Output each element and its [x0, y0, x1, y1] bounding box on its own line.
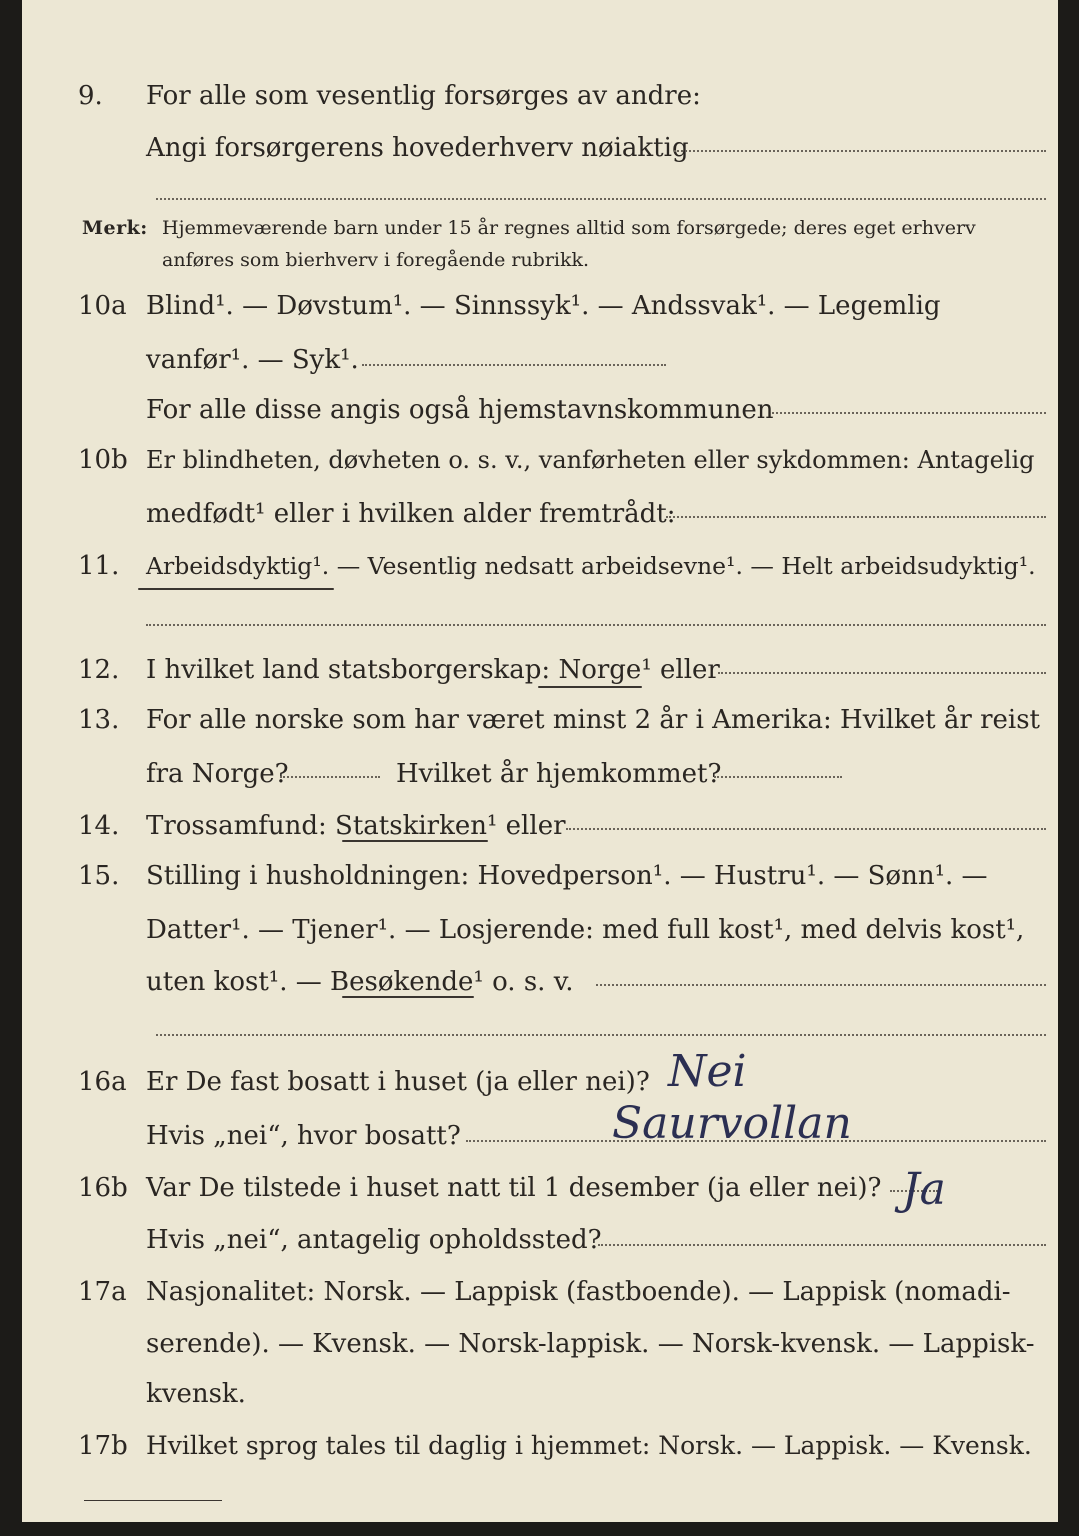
q12-row: [22, 650, 1058, 690]
q12-selection-underline: [538, 686, 642, 688]
q10b-text-2: medfødt¹ eller i hvilken alder fremtrådt:: [146, 499, 676, 529]
q9-answer-line[interactable]: [674, 150, 1046, 152]
q16a-text-2: Hvis „nei“, hvor bosatt?: [146, 1121, 461, 1151]
q17b-number: 17b: [78, 1431, 128, 1461]
q15-row-3: [22, 962, 1058, 1002]
q10a-text-1: Blind¹. — Døvstum¹. — Sinnssyk¹. — Andssvak¹. — Legemlig: [146, 291, 941, 321]
q17a-number: 17a: [78, 1277, 127, 1307]
q16b-answer-line-2[interactable]: [598, 1244, 1046, 1246]
q12-text: I hvilket land statsborgerskap: Norge¹ eller: [146, 655, 720, 685]
q9-row-1: [22, 76, 1058, 116]
q9-text-2: Angi forsørgerens hovederhverv nøiaktig: [146, 133, 689, 163]
q10a-answer-line-1[interactable]: [362, 364, 666, 366]
q12-number: 12.: [78, 655, 120, 685]
q17b-row: [22, 1426, 1058, 1466]
q16a-row-2: [22, 1116, 1058, 1156]
q17a-row-3: [22, 1374, 1058, 1414]
q14-selection-underline: [342, 840, 488, 842]
q13-number: 13.: [78, 705, 120, 735]
q12-answer-line[interactable]: [718, 672, 1046, 674]
q14-number: 14.: [78, 811, 120, 841]
merk-text-1: Hjemmeværende barn under 15 år regnes alltid som forsørgede; deres eget erhverv: [162, 217, 976, 239]
q15-answer-line[interactable]: [596, 984, 1046, 986]
q10a-text-2: vanfør¹. — Syk¹.: [146, 345, 359, 375]
q17a-text-2: serende). — Kvensk. — Norsk-lappisk. — Norsk-kvensk. — Lappisk-: [146, 1329, 1035, 1359]
q9-row-2: [22, 128, 1058, 168]
q10b-answer-line[interactable]: [666, 516, 1046, 518]
q16a-answer-handwritten-1: Nei: [668, 1046, 747, 1097]
q15-row-1: [22, 856, 1058, 896]
q10b-row-2: [22, 494, 1058, 534]
q15-number: 15.: [78, 861, 120, 891]
q10a-row-2: [22, 340, 1058, 380]
q13-reist-answer-line[interactable]: [280, 776, 380, 778]
q16a-row-1: [22, 1062, 1058, 1102]
q16b-text-2: Hvis „nei“, antagelig opholdssted?: [146, 1225, 602, 1255]
q10a-text-3: For alle disse angis også hjemstavnskommunen: [146, 395, 774, 425]
q10a-row-1: [22, 286, 1058, 326]
q16b-answer-handwritten-1: Ja: [902, 1164, 946, 1215]
q11-answer-line[interactable]: [146, 624, 1046, 626]
q13-text-2a: fra Norge?: [146, 759, 289, 789]
q16b-row-2: [22, 1220, 1058, 1260]
q9-answer-line-2[interactable]: [156, 198, 1046, 200]
q16b-number: 16b: [78, 1173, 128, 1203]
q16a-answer-handwritten-2: Saurvollan: [612, 1098, 852, 1149]
footnote-divider: [84, 1500, 222, 1501]
q16a-number: 16a: [78, 1067, 127, 1097]
merk-label: Merk:: [82, 217, 148, 239]
q15-answer-line-2[interactable]: [156, 1034, 1046, 1036]
q11-number: 11.: [78, 551, 120, 581]
merk-text-2: anføres som bierhverv i foregående rubrikk.: [162, 249, 590, 271]
q16a-text-1: Er De fast bosatt i huset (ja eller nei)?: [146, 1067, 650, 1097]
q9-text-1: For alle som vesentlig forsørges av andre:: [146, 81, 701, 111]
q10a-number: 10a: [78, 291, 127, 321]
q17a-text-3: kvensk.: [146, 1379, 246, 1409]
q17a-row-1: [22, 1272, 1058, 1312]
q15-text-3: uten kost¹. — Besøkende¹ o. s. v.: [146, 967, 574, 997]
q13-row-2: [22, 754, 1058, 794]
q14-answer-line[interactable]: [566, 828, 1046, 830]
merk-row-2: [22, 246, 1058, 286]
q11-row: [22, 546, 1058, 586]
q13-text-1: For alle norske som har været minst 2 år i Amerika: Hvilket år reist: [146, 705, 1040, 735]
q17a-row-2: [22, 1324, 1058, 1364]
census-form-page: [22, 0, 1058, 1522]
q11-text: Arbeidsdyktig¹. — Vesentlig nedsatt arbeidsevne¹. — Helt arbeidsudyktig¹.: [146, 552, 1036, 580]
q15-row-2: [22, 910, 1058, 950]
q14-row: [22, 806, 1058, 846]
q11-selection-underline: [138, 588, 334, 590]
q10a-answer-line-2[interactable]: [772, 412, 1046, 414]
q15-text-2: Datter¹. — Tjener¹. — Losjerende: med full kost¹, med delvis kost¹,: [146, 915, 1025, 945]
q15-text-1: Stilling i husholdningen: Hovedperson¹. — Hustru¹. — Sønn¹. —: [146, 861, 988, 891]
q10a-row-3: [22, 390, 1058, 430]
q10b-number: 10b: [78, 445, 128, 475]
q10b-row-1: [22, 440, 1058, 480]
q17b-text: Hvilket sprog tales til daglig i hjemmet: Norsk. — Lappisk. — Kvensk.: [146, 1431, 1032, 1460]
q17a-text-1: Nasjonalitet: Norsk. — Lappisk (fastboende). — Lappisk (nomadi-: [146, 1277, 1011, 1307]
q13-row-1: [22, 700, 1058, 740]
q13-hjemkommet-answer-line[interactable]: [714, 776, 842, 778]
q16b-text-1: Var De tilstede i huset natt til 1 desember (ja eller nei)?: [146, 1173, 882, 1203]
q14-text: Trossamfund: Statskirken¹ eller: [146, 811, 566, 841]
q15-selection-underline: [342, 996, 474, 998]
q9-number: 9.: [78, 81, 103, 111]
q10b-text-1: Er blindheten, døvheten o. s. v., vanførheten eller sykdommen: Antagelig: [146, 446, 1035, 474]
q13-text-2b: Hvilket år hjemkommet?: [396, 759, 722, 789]
